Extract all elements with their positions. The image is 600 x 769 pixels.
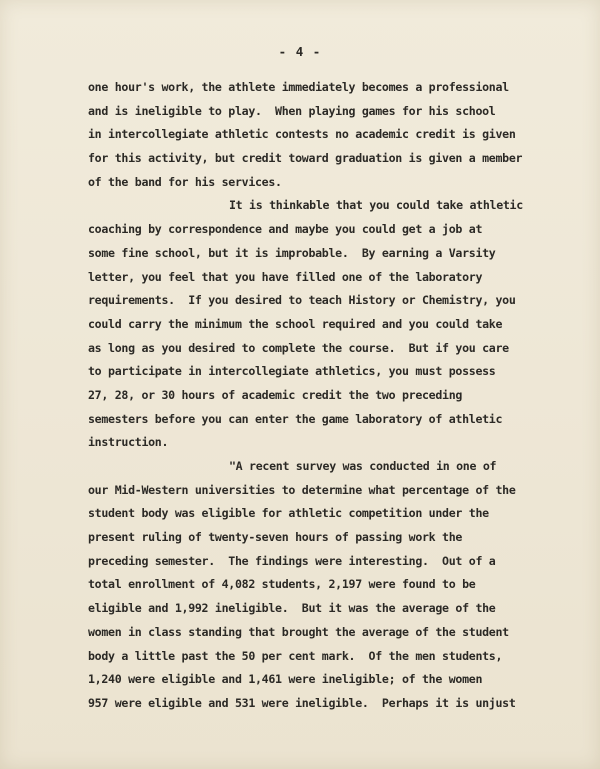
- text-line: student body was eligible for athletic competition under the: [88, 506, 489, 521]
- text-line: as long as you desired to complete the course. But if you care: [88, 340, 509, 355]
- text-line: eligible and 1,992 ineligible. But it was the average of the: [88, 601, 496, 616]
- text-line: some fine school, but it is improbable. By earning a Varsity: [88, 245, 496, 260]
- text-line: present ruling of twenty-seven hours of passing work the: [88, 530, 463, 545]
- text-line: 957 were eligible and 531 were ineligible. Perhaps it is unjust: [88, 695, 516, 710]
- text-line: could carry the minimum the school required and you could take: [88, 316, 503, 331]
- text-line: one hour's work, the athlete immediately becomes a professional: [88, 80, 509, 94]
- text-line: instruction.: [88, 435, 169, 450]
- page-number: - 4 -: [278, 44, 322, 59]
- text-line: to participate in intercollegiate athletics, you must possess: [88, 364, 496, 379]
- text-line: semesters before you can enter the game laboratory of athletic: [88, 411, 503, 426]
- text-line: letter, you feel that you have filled one of the laboratory: [88, 269, 483, 284]
- text-line: body a little past the 50 per cent mark. Of the men students,: [88, 648, 503, 663]
- text-line: total enrollment of 4,082 students, 2,197 were found to be: [88, 577, 476, 592]
- text-line: for this activity, but credit toward graduation is given a member: [88, 151, 523, 166]
- paragraph-start-line: "A recent survey was conducted in one of: [229, 459, 497, 473]
- text-line: preceding semester. The findings were interesting. Out of a: [88, 553, 496, 568]
- text-line: coaching by correspondence and maybe you could get a job at: [88, 222, 483, 237]
- text-line: our Mid-Western universities to determine what percentage of the: [88, 482, 516, 497]
- text-line: requirements. If you desired to teach History or Chemistry, you: [88, 293, 516, 308]
- text-line: 27, 28, or 30 hours of academic credit the two preceding: [88, 387, 463, 402]
- text-line: and is ineligible to play. When playing games for his school: [88, 103, 496, 118]
- paragraph-start-line: It is thinkable that you could take athletic: [229, 198, 523, 213]
- text-line: in intercollegiate athletic contests no academic credit is given: [88, 127, 516, 142]
- body-text: [88, 76, 528, 716]
- text-line: of the band for his services.: [88, 174, 282, 189]
- text-line: 1,240 were eligible and 1,461 were ineligible; of the women: [88, 672, 483, 687]
- text-line: women in class standing that brought the average of the student: [88, 624, 509, 639]
